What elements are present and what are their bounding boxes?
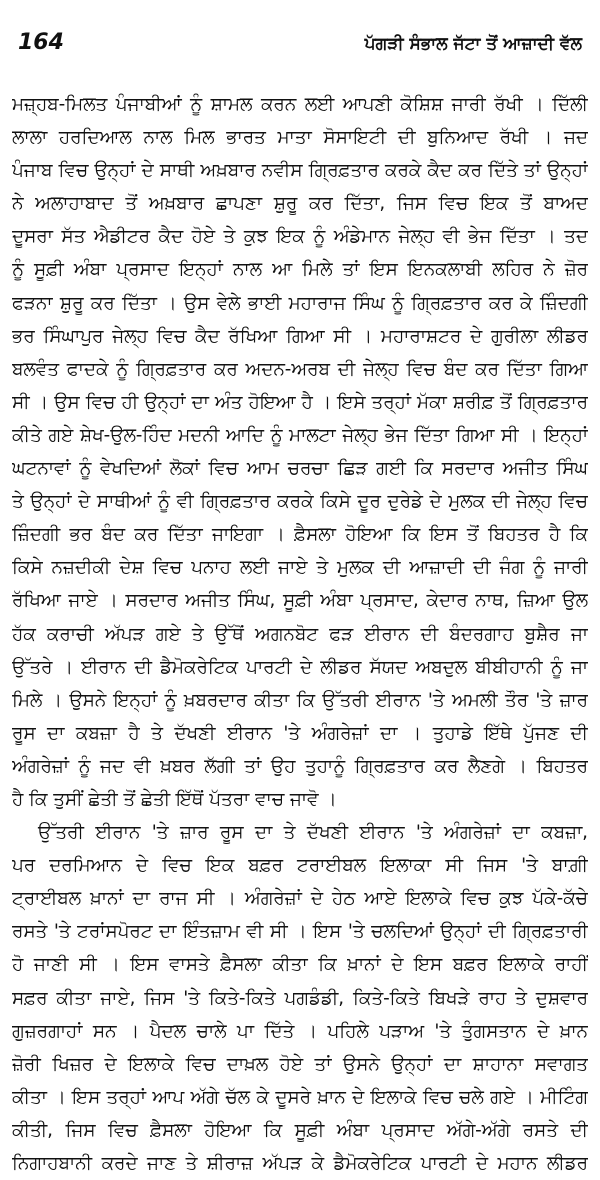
text-line: ਪਰ ਦਰਮਿਆਨ ਦੇ ਵਿਚ ਇਕ ਬਫ਼ਰ ਟਰਾਈਬਲ ਇਲਾਕਾ ਸੀ ਜਿਸ 'ਤੇ ਬਾਗ਼ੀ xyxy=(12,855,588,877)
body-text xyxy=(12,88,588,1180)
text-line: ਬਲਵੰਤ ਫਾਦਕੇ ਨੂੰ ਗ੍ਰਿਫ਼ਤਾਰ ਕਰ ਅਦਨ-ਅਰਬ ਦੀ ਜੇਲ੍ਹ ਵਿਚ ਬੰਦ ਕਰ ਦਿੱਤਾ ਗਿਆ xyxy=(12,358,588,380)
text-line: ਟ੍ਰਾਈਬਲ ਖ਼ਾਨਾਂ ਦਾ ਰਾਜ ਸੀ । ਅੰਗਰੇਜ਼ਾਂ ਦੇ ਹੇਠ ਆਏ ਇਲਾਕੇ ਵਿਚ ਕੁਝ ਪੱਕੇ-ਕੱਚੇ xyxy=(12,888,588,910)
text-line: ਰੱਖਿਆ ਜਾਏ । ਸਰਦਾਰ ਅਜੀਤ ਸਿੰਘ, ਸੂਫ਼ੀ ਅੰਬਾ ਪ੍ਰਸਾਦ, ਕੇਦਾਰ ਨਾਥ, ਜ਼ਿਆ ਉਲ xyxy=(12,590,588,612)
text-line: ਰਸਤੇ 'ਤੇ ਟਰਾਂਸਪੋਰਟ ਦਾ ਇੰਤਜ਼ਾਮ ਵੀ ਸੀ । ਇਸ 'ਤੇ ਚਲਦਿਆਂ ਉਨ੍ਹਾਂ ਦੀ ਗ੍ਰਿਫ਼ਤਾਰੀ xyxy=(12,921,588,943)
text-line: ਫੜਨਾ ਸ਼ੁਰੂ ਕਰ ਦਿੱਤਾ । ਉਸ ਵੇਲੇ ਭਾਈ ਮਹਾਰਾਜ ਸਿੰਘ ਨੂੰ ਗ੍ਰਿਫ਼ਤਾਰ ਕਰ ਕੇ ਜ਼ਿੰਦਗੀ xyxy=(12,292,588,314)
text-line: ਰੂਸ ਦਾ ਕਬਜ਼ਾ ਹੈ ਤੇ ਦੱਖਣੀ ਈਰਾਨ 'ਤੇ ਅੰਗਰੇਜ਼ਾਂ ਦਾ । ਤੁਹਾਡੇ ਇੱਥੇ ਪੁੱਜਣ ਦੀ xyxy=(12,722,588,744)
text-line: ਜ਼ਿੰਦਗੀ ਭਰ ਬੰਦ ਕਰ ਦਿੱਤਾ ਜਾਇਗਾ । ਫ਼ੈਸਲਾ ਹੋਇਆ ਕਿ ਇਸ ਤੋਂ ਬਿਹਤਰ ਹੈ ਕਿ xyxy=(12,524,588,546)
page-number: 164 xyxy=(18,30,64,55)
text-line: ਮਿਲੇ । ਉਸਨੇ ਇਨ੍ਹਾਂ ਨੂੰ ਖ਼ਬਰਦਾਰ ਕੀਤਾ ਕਿ ਉੱਤਰੀ ਈਰਾਨ 'ਤੇ ਅਮਲੀ ਤੌਰ 'ਤੇ ਜ਼ਾਰ xyxy=(12,689,588,711)
text-line: ਉੱਤਰੀ ਈਰਾਨ 'ਤੇ ਜ਼ਾਰ ਰੂਸ ਦਾ ਤੇ ਦੱਖਣੀ ਈਰਾਨ 'ਤੇ ਅੰਗਰੇਜ਼ਾਂ ਦਾ ਕਬਜ਼ਾ, xyxy=(38,822,588,844)
text-line: ਪੰਜਾਬ ਵਿਚ ਉਨ੍ਹਾਂ ਦੇ ਸਾਥੀ ਅਖ਼ਬਾਰ ਨਵੀਸ ਗ੍ਰਿਫ਼ਤਾਰ ਕਰਕੇ ਕੈਦ ਕਰ ਦਿੱਤੇ ਤਾਂ ਉਨ੍ਹਾਂ xyxy=(12,160,588,182)
text-line: ਘਟਨਾਵਾਂ ਨੂੰ ਵੇਖਦਿਆਂ ਲੋਕਾਂ ਵਿਚ ਆਮ ਚਰਚਾ ਛਿੜ ਗਈ ਕਿ ਸਰਦਾਰ ਅਜੀਤ ਸਿੰਘ xyxy=(12,458,588,480)
text-line: ਕੀਤੀ, ਜਿਸ ਵਿਚ ਫ਼ੈਸਲਾ ਹੋਇਆ ਕਿ ਸੂਫ਼ੀ ਅੰਬਾ ਪ੍ਰਸਾਦ ਅੱਗੇ-ਅੱਗੇ ਰਸਤੇ ਦੀ xyxy=(12,1119,588,1141)
text-line: ਹੱਕ ਕਰਾਚੀ ਅੱਪੜ ਗਏ ਤੇ ਉੱਥੋਂ ਅਗਨਬੋਟ ਫੜ ਈਰਾਨ ਦੀ ਬੰਦਰਗਾਹ ਬੁਸ਼ੈਰ ਜਾ xyxy=(12,623,588,645)
text-line: ਸੀ । ਉਸ ਵਿਚ ਹੀ ਉਨ੍ਹਾਂ ਦਾ ਅੰਤ ਹੋਇਆ ਹੈ । ਇਸੇ ਤਰ੍ਹਾਂ ਮੱਕਾ ਸ਼ਰੀਫ਼ ਤੋਂ ਗ੍ਰਿਫ਼ਤਾਰ xyxy=(12,391,588,413)
text-line: ਨੇ ਅਲਾਹਾਬਾਦ ਤੋਂ ਅਖ਼ਬਾਰ ਛਾਪਣਾ ਸ਼ੁਰੂ ਕਰ ਦਿੱਤਾ, ਜਿਸ ਵਿਚ ਇਕ ਤੋਂ ਬਾਅਦ xyxy=(12,193,588,215)
text-line: ਜ਼ੋਰੀ ਖਿਜ਼ਰ ਦੇ ਇਲਾਕੇ ਵਿਚ ਦਾਖ਼ਲ ਹੋਏ ਤਾਂ ਉਸਨੇ ਉਨ੍ਹਾਂ ਦਾ ਸ਼ਾਹਾਨਾ ਸਵਾਗਤ xyxy=(12,1053,588,1075)
text-line: ਅੰਗਰੇਜ਼ਾਂ ਨੂੰ ਜਦ ਵੀ ਖ਼ਬਰ ਲੱਗੀ ਤਾਂ ਉਹ ਤੁਹਾਨੂੰ ਗ੍ਰਿਫ਼ਤਾਰ ਕਰ ਲੈਣਗੇ । ਬਿਹਤਰ xyxy=(12,755,588,777)
text-line: ਨੂੰ ਸੂਫ਼ੀ ਅੰਬਾ ਪ੍ਰਸਾਦ ਇਨ੍ਹਾਂ ਨਾਲ ਆ ਮਿਲੇ ਤਾਂ ਇਸ ਇਨਕਲਾਬੀ ਲਹਿਰ ਨੇ ਜ਼ੋਰ xyxy=(12,259,588,281)
text-line: ਨਿਗਾਹਬਾਨੀ ਕਰਦੇ ਜਾਣ ਤੇ ਸ਼ੀਰਾਜ਼ ਅੱਪੜ ਕੇ ਡੈਮੋਕਰੇਟਿਕ ਪਾਰਟੀ ਦੇ ਮਹਾਨ ਲੀਡਰ xyxy=(12,1153,588,1174)
text-line: ਤੇ ਉਨ੍ਹਾਂ ਦੇ ਸਾਥੀਆਂ ਨੂੰ ਵੀ ਗ੍ਰਿਫ਼ਤਾਰ ਕਰਕੇ ਕਿਸੇ ਦੂਰ ਦੁਰੇਡੇ ਦੇ ਮੁਲਕ ਦੀ ਜੇਲ੍ਹ ਵਿਚ xyxy=(12,491,588,513)
text-line: ਦੂਸਰਾ ਸੱਤ ਐਡੀਟਰ ਕੈਦ ਹੋਏ ਤੇ ਕੁਝ ਇਕ ਨੂੰ ਅੰਡੇਮਾਨ ਜੇਲ੍ਹ ਵੀ ਭੇਜ ਦਿੱਤਾ । ਤਦ xyxy=(12,226,588,248)
text-line: ਲਾਲਾ ਹਰਦਿਆਲ ਨਾਲ ਮਿਲ ਭਾਰਤ ਮਾਤਾ ਸੋਸਾਇਟੀ ਦੀ ਬੁਨਿਆਦ ਰੱਖੀ । ਜਦ xyxy=(12,127,588,149)
text-line: ਸਫ਼ਰ ਕੀਤਾ ਜਾਏ, ਜਿਸ 'ਤੇ ਕਿਤੇ-ਕਿਤੇ ਪਗਡੰਡੀ, ਕਿਤੇ-ਕਿਤੇ ਬਿਖੜੇ ਰਾਹ ਤੇ ਦੁਸ਼ਵਾਰ xyxy=(12,987,588,1009)
text-line: ਕਿਸੇ ਨਜ਼ਦੀਕੀ ਦੇਸ਼ ਵਿਚ ਪਨਾਹ ਲਈ ਜਾਏ ਤੇ ਮੁਲਕ ਦੀ ਆਜ਼ਾਦੀ ਦੀ ਜੰਗ ਨੂੰ ਜਾਰੀ xyxy=(12,557,588,579)
text-line: ਭਰ ਸਿੰਘਾਪੁਰ ਜੇਲ੍ਹ ਵਿਚ ਕੈਦ ਰੱਖਿਆ ਗਿਆ ਸੀ । ਮਹਾਰਾਸ਼ਟਰ ਦੇ ਗੁਰੀਲਾ ਲੀਡਰ xyxy=(12,325,588,347)
text-line: ਗੁਜ਼ਰਗਾਹਾਂ ਸਨ । ਪੈਦਲ ਚਾਲੇ ਪਾ ਦਿੱਤੇ । ਪਹਿਲੇ ਪੜਾਅ 'ਤੇ ਤੁੰਗਸਤਾਨ ਦੇ ਖ਼ਾਨ xyxy=(12,1020,588,1042)
running-title: ਪੱਗੜੀ ਸੰਭਾਲ ਜੱਟਾ ਤੋਂ ਆਜ਼ਾਦੀ ਵੱਲ xyxy=(364,34,582,54)
text-line: ਕੀਤਾ । ਇਸ ਤਰ੍ਹਾਂ ਆਪ ਅੱਗੇ ਚੱਲ ਕੇ ਦੂਸਰੇ ਖ਼ਾਨ ਦੇ ਇਲਾਕੇ ਵਿਚ ਚਲੇ ਗਏ । ਮੀਟਿੰਗ xyxy=(12,1086,588,1108)
text-line: ਮਜ਼੍ਹਬ-ਮਿਲਤ ਪੰਜਾਬੀਆਂ ਨੂੰ ਸ਼ਾਮਲ ਕਰਨ ਲਈ ਆਪਣੀ ਕੋਸ਼ਿਸ਼ ਜਾਰੀ ਰੱਖੀ । ਦਿੱਲੀ xyxy=(12,94,588,115)
text-line: ਉੱਤਰੇ । ਈਰਾਨ ਦੀ ਡੈਮੋਕਰੇਟਿਕ ਪਾਰਟੀ ਦੇ ਲੀਡਰ ਸੱਯਦ ਅਬਦੁਲ ਬੀਬੀਹਾਨੀ ਨੂੰ ਜਾ xyxy=(12,656,588,678)
text-line: ਹੈ ਕਿ ਤੁਸੀਂ ਛੇਤੀ ਤੋਂ ਛੇਤੀ ਇੱਥੋਂ ਪੱਤਰਾ ਵਾਚ ਜਾਵੋ । xyxy=(12,788,337,810)
page-header xyxy=(12,30,588,64)
text-line: ਕੀਤੇ ਗਏ ਸ਼ੇਖ-ਉਲ-ਹਿੰਦ ਮਦਨੀ ਆਦਿ ਨੂੰ ਮਾਲਟਾ ਜੇਲ੍ਹ ਭੇਜ ਦਿੱਤਾ ਗਿਆ ਸੀ । ਇਨ੍ਹਾਂ xyxy=(12,424,588,446)
text-line: ਹੋ ਜਾਣੀ ਸੀ । ਇਸ ਵਾਸਤੇ ਫ਼ੈਸਲਾ ਕੀਤਾ ਕਿ ਖ਼ਾਨਾਂ ਦੇ ਇਸ ਬਫ਼ਰ ਇਲਾਕੇ ਰਾਹੀਂ xyxy=(12,954,588,976)
